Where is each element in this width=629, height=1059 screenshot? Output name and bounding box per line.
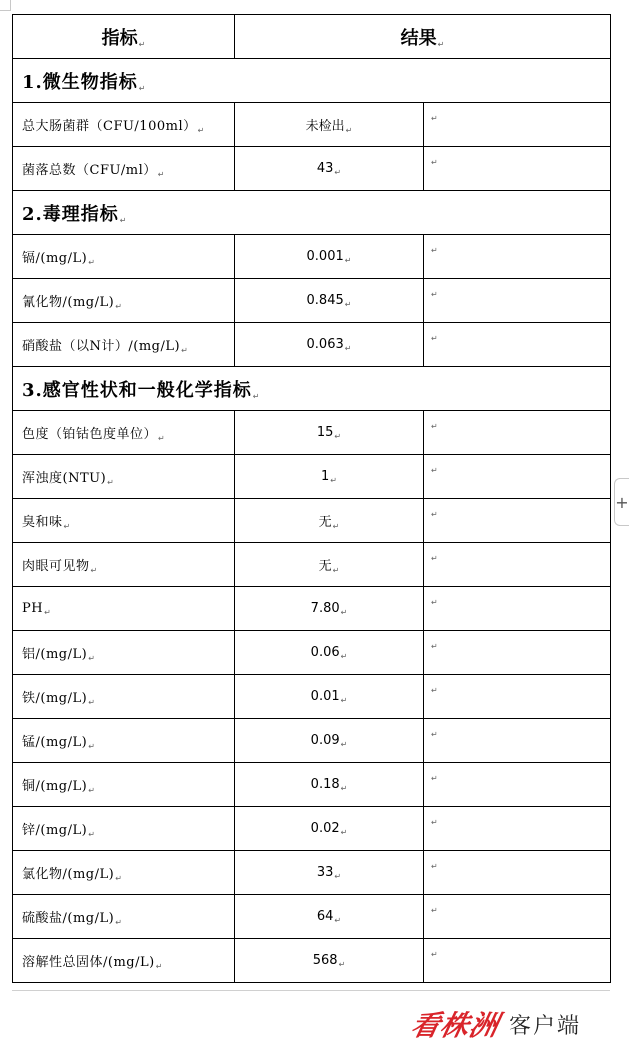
- indicator-name-cell: [13, 103, 235, 147]
- result-value-cell: [235, 807, 424, 851]
- paragraph-mark-icon: ↵: [431, 730, 438, 739]
- table-header-row: [13, 15, 611, 59]
- paragraph-mark-icon: ↵: [431, 686, 438, 695]
- paragraph-mark-icon: ↵: [119, 215, 128, 225]
- result-value-cell: [235, 543, 424, 587]
- result-value-cell: [235, 587, 424, 631]
- result-value: 15: [316, 424, 334, 440]
- indicator-name: PH: [22, 600, 44, 616]
- indicator-name-cell: [13, 851, 235, 895]
- indicator-name: 总大肠菌群（CFU/100ml）: [22, 118, 197, 134]
- paragraph-mark-icon: ↵: [88, 741, 96, 751]
- result-value-cell: [235, 499, 424, 543]
- indicator-name: 溶解性总固体/(mg/L): [22, 954, 155, 970]
- indicator-name-cell: [13, 411, 235, 455]
- paragraph-mark-icon: ↵: [252, 391, 261, 401]
- paragraph-mark-icon: ↵: [431, 774, 438, 783]
- result-value: 568: [312, 952, 338, 968]
- paragraph-mark-icon: ↵: [181, 345, 189, 355]
- table-row: [13, 763, 611, 807]
- paragraph-mark-icon: ↵: [431, 114, 438, 123]
- result-value-cell: [235, 455, 424, 499]
- paragraph-mark-icon: ↵: [340, 651, 348, 661]
- table-row: [13, 939, 611, 983]
- table-row: [13, 807, 611, 851]
- paragraph-mark-icon: ↵: [334, 915, 342, 925]
- header-indicator-cell: [13, 15, 235, 59]
- table-row: [13, 675, 611, 719]
- section-title: 2.毒理指标: [22, 203, 119, 225]
- result-value: 64: [316, 908, 334, 924]
- indicator-name-cell: [13, 235, 235, 279]
- empty-cell: [424, 631, 611, 675]
- paragraph-mark-icon: ↵: [431, 246, 438, 255]
- result-value-cell: [235, 763, 424, 807]
- table-row: [13, 103, 611, 147]
- result-value-cell: [235, 103, 424, 147]
- paragraph-mark-icon: ↵: [431, 642, 438, 651]
- result-value-cell: [235, 895, 424, 939]
- indicator-name-cell: [13, 895, 235, 939]
- indicator-name-cell: [13, 455, 235, 499]
- page-bottom-rule: [12, 990, 610, 991]
- water-quality-table: [12, 14, 611, 983]
- header-result-cell: [235, 15, 611, 59]
- section-row: [13, 367, 611, 411]
- section-row: [13, 191, 611, 235]
- indicator-name: 锰/(mg/L): [22, 734, 88, 750]
- result-value-cell: [235, 631, 424, 675]
- header-result-label: 结果: [400, 27, 437, 49]
- paragraph-mark-icon: ↵: [332, 565, 340, 575]
- section-title: 3.感官性状和一般化学指标: [22, 379, 252, 401]
- paragraph-mark-icon: ↵: [334, 871, 342, 881]
- paragraph-mark-icon: ↵: [107, 477, 115, 487]
- result-value: 1: [321, 468, 330, 484]
- paragraph-mark-icon: ↵: [63, 521, 71, 531]
- paragraph-mark-icon: ↵: [334, 431, 342, 441]
- table-row: [13, 543, 611, 587]
- indicator-name-cell: [13, 939, 235, 983]
- table-row: [13, 631, 611, 675]
- table-row: [13, 323, 611, 367]
- paragraph-mark-icon: ↵: [345, 125, 353, 135]
- section-title-cell: [13, 59, 611, 103]
- paragraph-mark-icon: ↵: [340, 827, 348, 837]
- paragraph-mark-icon: ↵: [155, 961, 163, 971]
- paragraph-mark-icon: ↵: [431, 906, 438, 915]
- result-value: 33: [316, 864, 334, 880]
- result-value-cell: [235, 939, 424, 983]
- empty-cell: [424, 851, 611, 895]
- section-title-cell: [13, 367, 611, 411]
- result-value: 0.845: [306, 292, 344, 308]
- table-row: [13, 147, 611, 191]
- paragraph-mark-icon: ↵: [431, 158, 438, 167]
- empty-cell: [424, 543, 611, 587]
- paragraph-mark-icon: ↵: [197, 125, 205, 135]
- paragraph-mark-icon: ↵: [88, 785, 96, 795]
- paragraph-mark-icon: ↵: [431, 466, 438, 475]
- result-value-cell: [235, 323, 424, 367]
- indicator-name: 色度（铂钴色度单位）: [22, 426, 158, 442]
- paragraph-mark-icon: ↵: [115, 873, 123, 883]
- paragraph-mark-icon: ↵: [437, 39, 445, 49]
- result-value: 0.18: [310, 776, 340, 792]
- expand-tab[interactable]: [614, 478, 629, 526]
- paragraph-mark-icon: ↵: [88, 829, 96, 839]
- indicator-name: 浑浊度(NTU): [22, 470, 107, 486]
- paragraph-mark-icon: ↵: [334, 167, 342, 177]
- empty-cell: [424, 323, 611, 367]
- paragraph-mark-icon: ↵: [431, 422, 438, 431]
- result-value: 无: [318, 514, 332, 530]
- table-row: [13, 235, 611, 279]
- brand-suffix: 客户端: [508, 1013, 581, 1039]
- indicator-name-cell: [13, 675, 235, 719]
- table-row: [13, 455, 611, 499]
- indicator-name: 镉/(mg/L): [22, 250, 88, 266]
- empty-cell: [424, 675, 611, 719]
- indicator-name: 肉眼可见物: [22, 558, 90, 574]
- empty-cell: [424, 279, 611, 323]
- paragraph-mark-icon: ↵: [340, 783, 348, 793]
- empty-cell: [424, 103, 611, 147]
- paragraph-mark-icon: ↵: [90, 565, 98, 575]
- table-row: [13, 499, 611, 543]
- paragraph-mark-icon: ↵: [431, 950, 438, 959]
- paragraph-mark-icon: ↵: [157, 169, 165, 179]
- result-value-cell: [235, 235, 424, 279]
- paragraph-mark-icon: ↵: [344, 299, 352, 309]
- result-value: 7.80: [310, 600, 340, 616]
- paragraph-mark-icon: ↵: [344, 343, 352, 353]
- paragraph-mark-icon: ↵: [158, 433, 166, 443]
- paragraph-mark-icon: ↵: [88, 257, 96, 267]
- result-value: 未检出: [305, 118, 345, 134]
- brand-logo: 看株洲: [408, 1009, 503, 1042]
- empty-cell: [424, 807, 611, 851]
- paragraph-mark-icon: ↵: [431, 818, 438, 827]
- paragraph-mark-icon: ↵: [431, 290, 438, 299]
- paragraph-mark-icon: ↵: [338, 959, 346, 969]
- paragraph-mark-icon: ↵: [138, 83, 147, 93]
- result-value: 43: [316, 160, 334, 176]
- indicator-name: 菌落总数（CFU/ml）: [22, 162, 157, 178]
- result-value: 0.01: [310, 688, 340, 704]
- indicator-name-cell: [13, 763, 235, 807]
- table-row: [13, 851, 611, 895]
- result-value: 0.02: [310, 820, 340, 836]
- indicator-name: 锌/(mg/L): [22, 822, 88, 838]
- indicator-name: 氯化物/(mg/L): [22, 866, 115, 882]
- paragraph-mark-icon: ↵: [340, 739, 348, 749]
- empty-cell: [424, 235, 611, 279]
- paragraph-mark-icon: ↵: [138, 39, 146, 49]
- empty-cell: [424, 587, 611, 631]
- result-value-cell: [235, 675, 424, 719]
- document-corner-marker: [0, 0, 11, 11]
- result-value: 0.063: [306, 336, 344, 352]
- paragraph-mark-icon: ↵: [88, 697, 96, 707]
- empty-cell: [424, 895, 611, 939]
- indicator-name: 氰化物/(mg/L): [22, 294, 115, 310]
- paragraph-mark-icon: ↵: [431, 554, 438, 563]
- paragraph-mark-icon: ↵: [431, 510, 438, 519]
- indicator-name: 硫酸盐/(mg/L): [22, 910, 115, 926]
- paragraph-mark-icon: ↵: [330, 475, 337, 485]
- header-indicator-label: 指标: [101, 27, 138, 49]
- paragraph-mark-icon: ↵: [340, 607, 348, 617]
- indicator-name: 铜/(mg/L): [22, 778, 88, 794]
- indicator-name-cell: [13, 279, 235, 323]
- result-value: 无: [318, 558, 332, 574]
- result-value-cell: [235, 411, 424, 455]
- paragraph-mark-icon: ↵: [88, 653, 96, 663]
- paragraph-mark-icon: ↵: [431, 862, 438, 871]
- result-value-cell: [235, 279, 424, 323]
- empty-cell: [424, 147, 611, 191]
- empty-cell: [424, 499, 611, 543]
- indicator-name-cell: [13, 719, 235, 763]
- table-row: [13, 895, 611, 939]
- section-title-cell: [13, 191, 611, 235]
- paragraph-mark-icon: ↵: [340, 695, 348, 705]
- paragraph-mark-icon: ↵: [332, 521, 340, 531]
- empty-cell: [424, 455, 611, 499]
- section-title: 1.微生物指标: [22, 71, 138, 93]
- paragraph-mark-icon: ↵: [115, 917, 123, 927]
- empty-cell: [424, 719, 611, 763]
- empty-cell: [424, 939, 611, 983]
- paragraph-mark-icon: ↵: [44, 607, 52, 617]
- table-row: [13, 279, 611, 323]
- indicator-name: 硝酸盐（以N计）/(mg/L): [22, 338, 181, 354]
- indicator-name-cell: [13, 543, 235, 587]
- table-row: [13, 587, 611, 631]
- empty-cell: [424, 411, 611, 455]
- table-row: [13, 411, 611, 455]
- plus-icon: +: [615, 492, 629, 512]
- paragraph-mark-icon: ↵: [431, 334, 438, 343]
- paragraph-mark-icon: ↵: [344, 255, 352, 265]
- indicator-name-cell: [13, 499, 235, 543]
- result-value-cell: [235, 147, 424, 191]
- indicator-name-cell: [13, 807, 235, 851]
- result-value: 0.09: [310, 732, 340, 748]
- indicator-name-cell: [13, 587, 235, 631]
- indicator-name: 铝/(mg/L): [22, 646, 88, 662]
- empty-cell: [424, 763, 611, 807]
- paragraph-mark-icon: ↵: [431, 598, 438, 607]
- table-row: [13, 719, 611, 763]
- indicator-name-cell: [13, 631, 235, 675]
- paragraph-mark-icon: ↵: [115, 301, 123, 311]
- indicator-name: 臭和味: [22, 514, 63, 530]
- brand-watermark: [408, 1004, 581, 1044]
- result-value: 0.001: [306, 248, 344, 264]
- indicator-name: 铁/(mg/L): [22, 690, 88, 706]
- indicator-name-cell: [13, 323, 235, 367]
- indicator-name-cell: [13, 147, 235, 191]
- result-value: 0.06: [310, 644, 340, 660]
- result-value-cell: [235, 851, 424, 895]
- result-value-cell: [235, 719, 424, 763]
- section-row: [13, 59, 611, 103]
